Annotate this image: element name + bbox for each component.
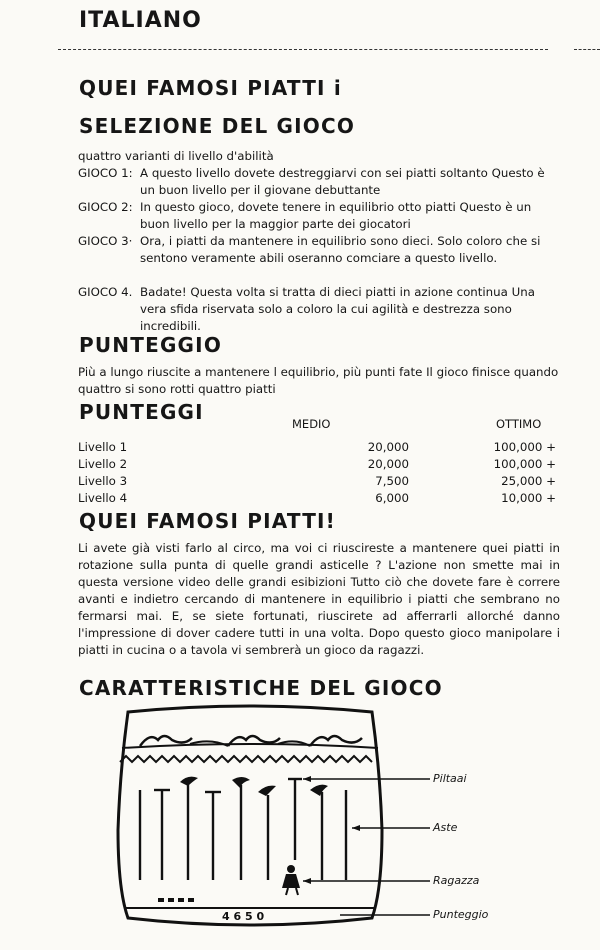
score-header-medio: MEDIO: [292, 417, 331, 431]
poles: [140, 780, 346, 880]
scalloped-border: [120, 756, 372, 762]
scoring-text: Più a lungo riuscite a mantenere l equilibrio, più punti fate Il gioco finisce quando quattro si sono rotti quattro piatti: [78, 365, 559, 396]
score-level: Livello 4: [78, 491, 128, 505]
score-medio: 6,000: [375, 491, 409, 505]
game-selection-heading: SELEZIONE DEL GIOCO: [79, 114, 356, 138]
game-label: GIOCO 2:: [78, 200, 133, 214]
lives-indicator: [158, 898, 194, 902]
diagram-score-display: 4 6 5 0: [222, 910, 265, 923]
label-ragazza: Ragazza: [433, 874, 480, 887]
game-label: GIOCO 1:: [78, 166, 133, 180]
plate: [310, 785, 328, 796]
score-level: Livello 1: [78, 440, 128, 454]
game-text: A questo livello dovete destreggiarvi con sei piatti soltanto Questo è un buon livello per il giovane debuttante: [140, 166, 545, 197]
girl-figure: [282, 865, 300, 895]
score-ottimo: 100,000 +: [493, 457, 556, 471]
label-punteggio: Punteggio: [433, 908, 489, 921]
score-level: Livello 2: [78, 457, 128, 471]
title-line-1: QUEI FAMOSI PIATTI i: [79, 76, 342, 100]
score-ottimo: 100,000 +: [493, 440, 556, 454]
pole-tops: [154, 779, 302, 792]
game-label: GIOCO 4.: [78, 285, 133, 299]
score-header-ottimo: OTTIMO: [496, 417, 542, 431]
intro-text: quattro varianti di livello d'abilità: [78, 149, 274, 163]
famous-plates-heading: QUEI FAMOSI PIATTI!: [79, 509, 336, 533]
language-heading: ITALIANO: [79, 8, 202, 33]
score-medio: 20,000: [367, 457, 409, 471]
scores-heading: PUNTEGGI: [79, 400, 204, 424]
game-text: Ora, i piatti da mantenere in equilibrio sono dieci. Solo coloro che si sentono veramente abili oseranno comciare a questo livello.: [140, 234, 541, 265]
screen-top-band: [122, 744, 378, 748]
label-aste: Aste: [433, 821, 458, 834]
plate: [180, 777, 198, 786]
score-ottimo: 25,000 +: [501, 474, 556, 488]
features-heading: CARATTERISTICHE DEL GIOCO: [79, 676, 443, 700]
score-medio: 20,000: [367, 440, 409, 454]
game-label: GIOCO 3·: [78, 234, 133, 248]
label-piatti: Piltaai: [433, 772, 467, 785]
game-text: In questo gioco, dovete tenere in equilibrio otto piatti Questo è un buon livello per la maggior parte dei giocatori: [140, 200, 532, 231]
game-text: Badate! Questa volta si tratta di dieci piatti in azione continua Una vera sfida riservata solo a coloro la cui agilità e destrezza sono incredibili.: [140, 285, 535, 333]
score-medio: 7,500: [375, 474, 409, 488]
scoring-heading: PUNTEGGIO: [79, 333, 223, 357]
score-ottimo: 10,000 +: [501, 491, 556, 505]
score-level: Livello 3: [78, 474, 128, 488]
pointer-arrows: [303, 776, 360, 884]
famous-plates-text: Li avete già visti farlo al circo, ma voi ci riuscireste a mantenere quei piatti in rotazione sulla punta di quelle grandi asticelle ? L'azione non smette mai in questa versione video delle grandi esibizioni Tutto ciò che dovete fare è correre avanti e indietro cercando di mantenere in equilibrio i piatti che sembrano no fermarsi mai. E, se siete fortunati, riuscirete ad afferrarli allorché danno l'impressione di dover cadere tutti in una volta. Dopo questo gioco manipolare i piatti in cucina o a tavola vi sembrerà un gioco da ragazzi.: [78, 541, 560, 657]
plate: [258, 786, 276, 796]
